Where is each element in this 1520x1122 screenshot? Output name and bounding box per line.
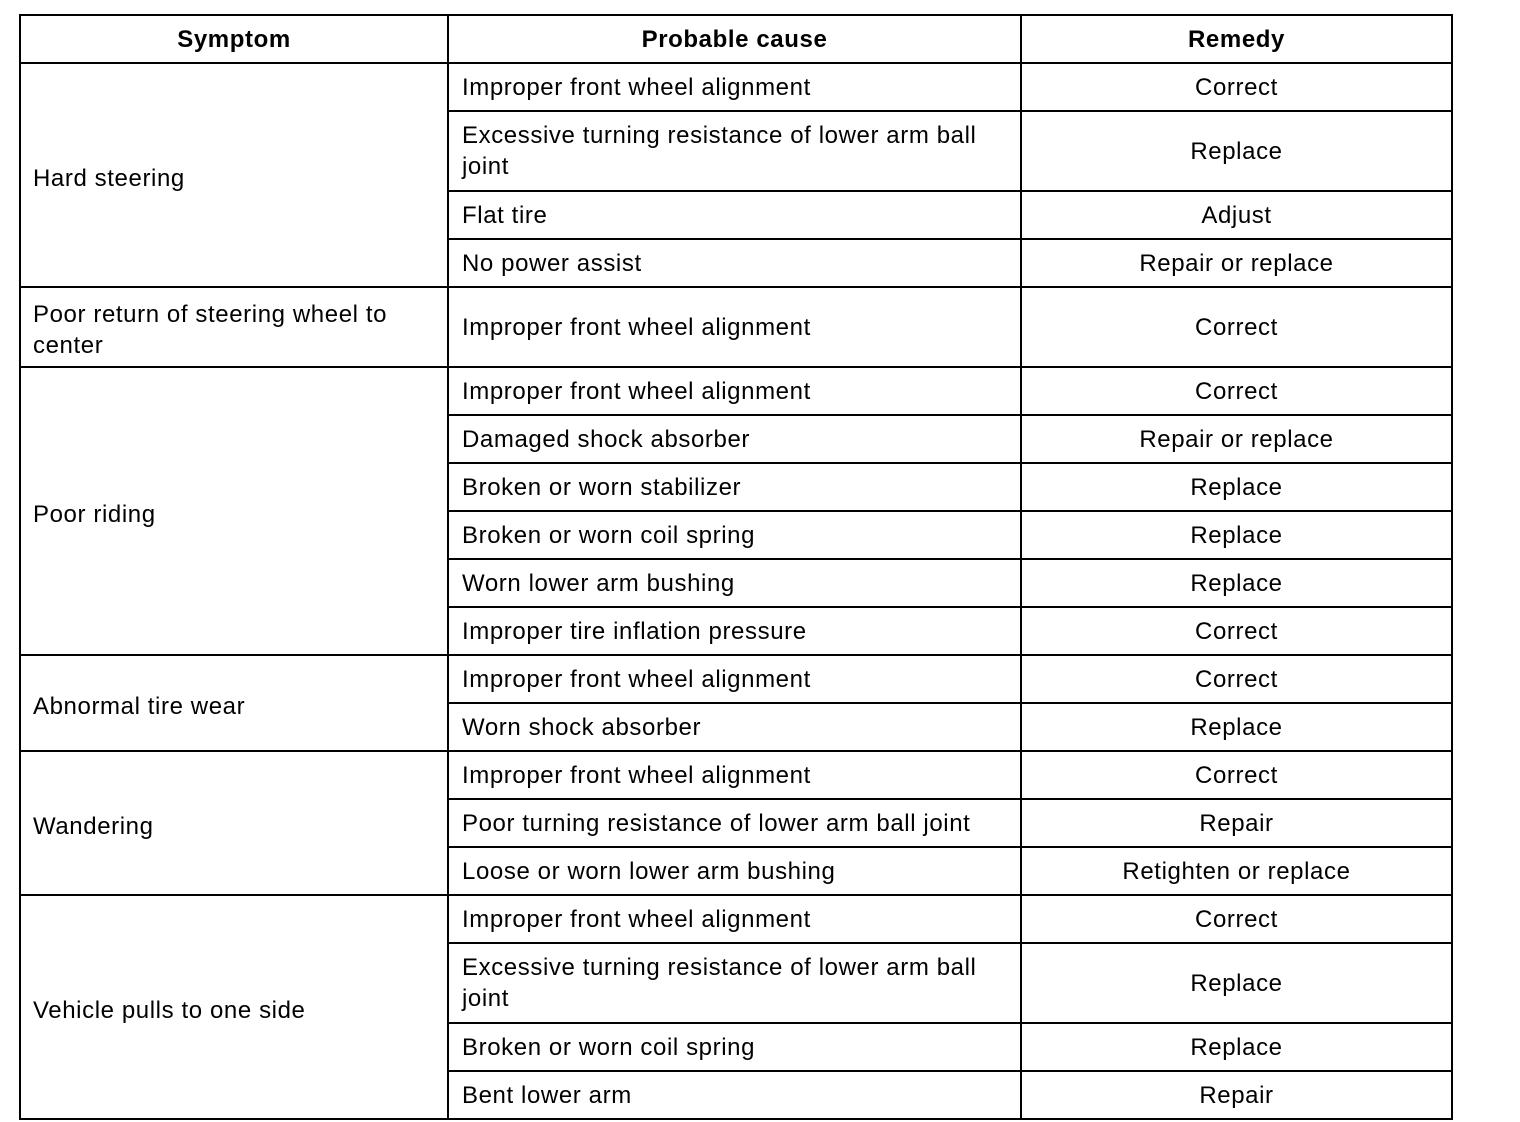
cause-cell: Improper tire inflation pressure	[448, 607, 1021, 655]
cause-cell: Poor turning resistance of lower arm ball joint	[448, 799, 1021, 847]
remedy-cell: Replace	[1021, 463, 1452, 511]
remedy-cell: Repair	[1021, 1071, 1452, 1119]
cause-cell: Broken or worn stabilizer	[448, 463, 1021, 511]
cause-cell: Bent lower arm	[448, 1071, 1021, 1119]
header-probable-cause: Probable cause	[448, 15, 1021, 63]
remedy-cell: Repair or replace	[1021, 239, 1452, 287]
table-row	[20, 63, 1452, 111]
cause-cell: Improper front wheel alignment	[448, 655, 1021, 703]
remedy-cell: Replace	[1021, 1023, 1452, 1071]
cause-cell: Worn lower arm bushing	[448, 559, 1021, 607]
table-row	[20, 895, 1452, 943]
remedy-cell: Repair	[1021, 799, 1452, 847]
header-remedy: Remedy	[1021, 15, 1452, 63]
symptom-cell: Poor riding	[20, 367, 448, 655]
remedy-cell: Retighten or replace	[1021, 847, 1452, 895]
cause-cell: Broken or worn coil spring	[448, 511, 1021, 559]
remedy-cell: Replace	[1021, 559, 1452, 607]
cause-cell: Excessive turning resistance of lower arm ball joint	[448, 111, 1021, 191]
table-row	[20, 367, 1452, 415]
cause-cell: No power assist	[448, 239, 1021, 287]
remedy-cell: Correct	[1021, 287, 1452, 367]
remedy-cell: Correct	[1021, 751, 1452, 799]
remedy-cell: Adjust	[1021, 191, 1452, 239]
remedy-cell: Correct	[1021, 895, 1452, 943]
cause-cell: Excessive turning resistance of lower arm ball joint	[448, 943, 1021, 1023]
symptom-cell: Wandering	[20, 751, 448, 895]
cause-cell: Improper front wheel alignment	[448, 751, 1021, 799]
symptom-cell: Abnormal tire wear	[20, 655, 448, 751]
symptom-cell: Hard steering	[20, 63, 448, 287]
remedy-cell: Correct	[1021, 367, 1452, 415]
remedy-cell: Replace	[1021, 511, 1452, 559]
remedy-cell: Correct	[1021, 63, 1452, 111]
remedy-cell: Replace	[1021, 703, 1452, 751]
symptom-cell: Vehicle pulls to one side	[20, 895, 448, 1119]
remedy-cell: Replace	[1021, 111, 1452, 191]
remedy-cell: Correct	[1021, 607, 1452, 655]
symptom-cell: Poor return of steering wheel to center	[20, 287, 448, 367]
cause-cell: Improper front wheel alignment	[448, 367, 1021, 415]
table-row	[20, 655, 1452, 703]
table-row	[20, 287, 1452, 367]
table-row	[20, 751, 1452, 799]
cause-cell: Improper front wheel alignment	[448, 63, 1021, 111]
table-body	[20, 63, 1452, 1119]
troubleshooting-table	[19, 14, 1453, 1120]
cause-cell: Damaged shock absorber	[448, 415, 1021, 463]
remedy-cell: Correct	[1021, 655, 1452, 703]
cause-cell: Broken or worn coil spring	[448, 1023, 1021, 1071]
cause-cell: Worn shock absorber	[448, 703, 1021, 751]
header-row	[20, 15, 1452, 63]
cause-cell: Loose or worn lower arm bushing	[448, 847, 1021, 895]
cause-cell: Flat tire	[448, 191, 1021, 239]
remedy-cell: Repair or replace	[1021, 415, 1452, 463]
cause-cell: Improper front wheel alignment	[448, 895, 1021, 943]
cause-cell: Improper front wheel alignment	[448, 287, 1021, 367]
header-symptom: Symptom	[20, 15, 448, 63]
remedy-cell: Replace	[1021, 943, 1452, 1023]
